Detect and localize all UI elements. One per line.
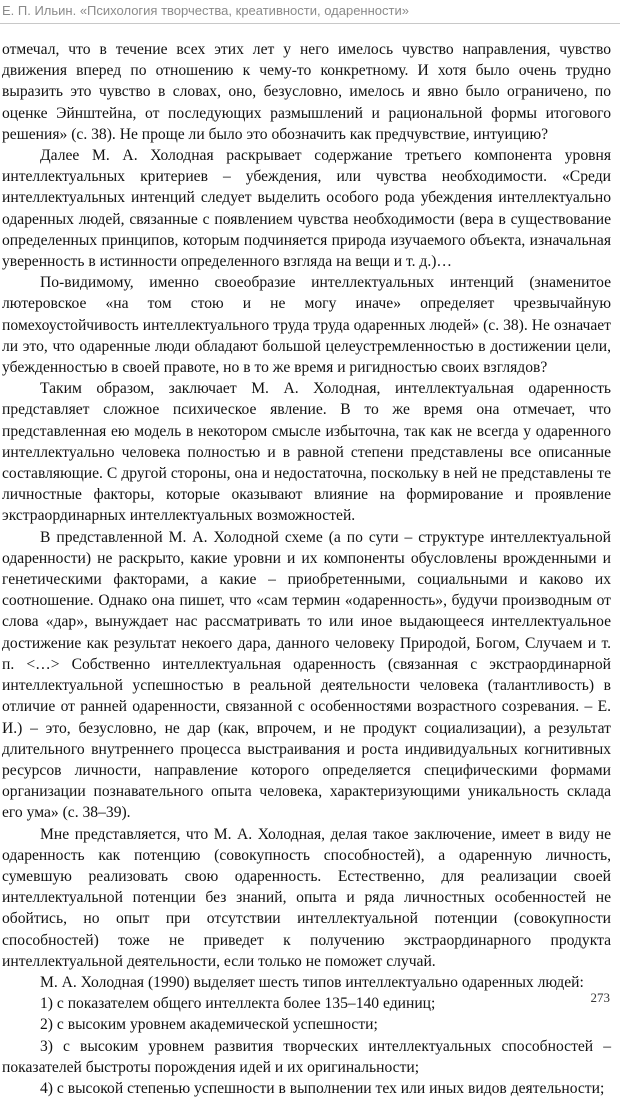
body-text — [2, 39, 611, 1099]
paragraph: М. А. Холодная (1990) выделяет шесть типов интеллектуально одаренных людей: — [40, 973, 584, 991]
header-divider — [0, 23, 620, 24]
paragraph-continuation: отмечал, что в течение всех этих лет у него имелось чувство направления, чувство движения вперед по отношению к чему-то конкретному. И хотя было очень трудно выразить это чувство в словах, оно, безусловно, имелось и явно было ограничено, по оценке Эйнштейна, от последующих размышлений и рациональной формы итогового решения» (с. 38). Не проще ли было это обозначить как предчувствие, интуицию? — [2, 41, 611, 143]
list-item: 4) с высокой степенью успешности в выполнении тех или иных видов деятельности; — [40, 1079, 605, 1097]
list-item: 3) с высоким уровнем развития творческих интеллектуальных способностей – показателей быстроты порождения идей и их оригинальности; — [2, 1037, 611, 1076]
running-header: Е. П. Ильин. «Психология творчества, креативности, одаренности» — [2, 3, 409, 18]
paragraph: По-видимому, именно своеобразие интеллектуальных интенций (знаменитое лютеровское «на том стою и не могу иначе» определяет чрезвычайную помехоустойчивость интеллектуального труда труда одаренных людей» (с. 38). Не означает ли это, что одаренные люди обладают большой целеустремленностью в достижении цели, убежденностью в своей правоте, но в то же время и ригидностью своих взглядов? — [2, 274, 611, 377]
paragraph: В представленной М. А. Холодной схеме (а по сути – структуре интеллектуальной одаренности) не раскрыто, какие уровни и их компоненты обусловлены врожденными и генетическими факторами, а какие – приобретенными, социальными и каково их соотношение. Однако она пишет, что «сам термин «одаренность», будучи производным от слова «дар», вынуждает нас рассматривать то или иное выдающееся интеллектуальное достижение как результат некоего дара, данного человеку Природой, Богом, Случаем и т. п. <…> Собственно интеллектуальная одаренность (связанная с экстраординарной интеллектуальной успешностью в реальной деятельности человека (талантливость) в отличие от ранней одаренности, связанной с особенностями возрастного созревания. – Е. И.) – это, безусловно, не дар (как, впрочем, и не продукт социализации), а результат длительного внутреннего процесса выстраивания и роста индивидуальных когнитивных ресурсов личности, направление которого определяется специфическими формами организации познавательного опыта человека, характеризующими уникальность склада его ума» (с. 38–39). — [2, 528, 611, 822]
paragraph: Мне представляется, что М. А. Холодная, делая такое заключение, имеет в виду не одаренность как потенцию (совокупность способностей), а одаренную личность, сумевшую реализовать свою одаренность. Естественно, для реализации своей интеллектуальной потенции без знаний, опыта и ряда личностных особенностей не обойтись, но опыт при отсутствии интеллектуальной потенции (совокупности способностей) тоже не приведет к получению экстраординарного продукта интеллектуальной деятельности, если только не поможет случай. — [2, 825, 611, 970]
paragraph: Далее М. А. Холодная раскрывает содержание третьего компонента уровня интеллектуальных критериев – убеждения, или чувства необходимости. «Среди интеллектуальных интенций следует выделить особого рода убеждения интеллектуально одаренных людей, связанные с появлением чувства необходимости (вера в существование определенных принципов, которым подчиняется природа изучаемого объекта, изначальная уверенность в истинности определенного взгляда на вещи и т. д.)… — [2, 147, 611, 271]
paragraph: Таким образом, заключает М. А. Холодная, интеллектуальная одаренность представляет сложное психическое явление. В то же время она отмечает, что представленная ею модель в некотором смысле избыточна, так как не всегда у одаренного интеллектуально человека полностью и в равной степени представлены все описанные составляющие. С другой стороны, она и недостаточна, поскольку в ней не представлены те личностные факторы, которые оказывают влияние на формирование и проявление экстраординарных интеллектуальных возможностей. — [2, 380, 611, 525]
list-item: 2) с высоким уровнем академической успешности; — [40, 1016, 378, 1034]
list-item: 1) с показателем общего интеллекта более 135–140 единиц; — [40, 995, 436, 1013]
page-number: 273 — [590, 990, 610, 1005]
